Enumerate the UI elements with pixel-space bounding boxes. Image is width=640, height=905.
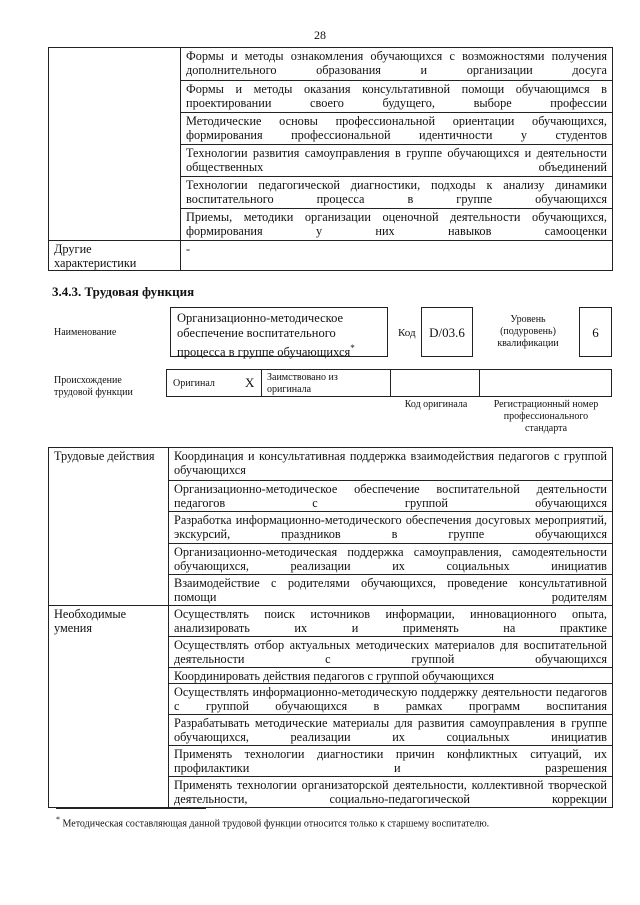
level-box [579,307,612,357]
function-name-box [170,307,388,360]
page-number: 28 [314,28,326,42]
footnote [56,815,489,829]
skill-row: Осуществлять информационно-методическую поддержку деятельности педагогов с группой обучающихся в рамках программ воспитания [169,684,613,715]
original-code-box [390,369,480,397]
level-label: Уровень (подуровень) квалификации [497,314,559,349]
original-code-caption: Код оригинала [404,399,468,410]
knowledge-row: Методические основы профессиональной ориентации обучающихся, формирования профессиональной идентичности у студентов [181,113,613,145]
knowledge-label-cell [49,48,181,241]
name-label: Наименование [54,327,117,338]
original-label: Оригинал [173,378,215,389]
knowledge-row: Формы и методы оказания консультативной помощи обучающимся в проектировании своего будущего, выборе профессии [181,81,613,113]
footnote-mark: * [350,343,355,353]
original-mark: X [245,375,255,390]
skill-row: Применять технологии организаторской деятельности, коллективной творческой деятельности, социально-педагогической коррекции [169,777,613,808]
reg-number-caption: Регистрационный номер профессионального стандарта [493,399,599,434]
footnote-divider [56,808,206,809]
borrowed-label: Заимствовано из оригинала [267,372,338,395]
skill-row: Разрабатывать методические материалы для развития самоуправления в группе обучающихся, реализации их социальных инициатив [169,715,613,746]
level-value: 6 [592,325,599,340]
origin-borrowed-box [261,369,391,397]
code-value: D/03.6 [429,325,465,340]
labor-action-row: Взаимодействие с родителями обучающихся, проведение консультативной помощи родителям [169,575,613,606]
labor-action-row: Координация и консультативная поддержка взаимодействия педагогов с группой обучающихся [169,448,613,481]
knowledge-row: Формы и методы ознакомления обучающихся с возможностями получения дополнительного образования и организации досуга [181,48,613,81]
function-table [48,447,613,808]
footnote-text: Методическая составляющая данной трудовой функции относится только к старшему воспитателю. [62,818,490,830]
skill-row: Координировать действия педагогов с группой обучающихся [169,668,613,684]
code-label: Код [398,327,416,339]
origin-original-box [166,369,262,397]
skill-row: Применять технологии диагностики причин конфликтных ситуаций, их профилактики и разрешения [169,746,613,777]
knowledge-row: Технологии педагогической диагностики, подходы к анализу динамики воспитательного процесса в группе обучающихся [181,177,613,209]
footnote-mark: * [56,815,60,824]
knowledge-row: Приемы, методики организации оценочной деятельности обучающихся, формирования у них навыков самооценки [181,209,613,241]
function-name: Организационно-методическое обеспечение воспитательного процесса в группе обучающихся [177,311,351,360]
section-title: 3.4.3. Трудовая функция [52,284,195,299]
labor-action-row: Организационно-методическая поддержка самоуправления, самодеятельности обучающихся, реализации их социальных инициатив [169,544,613,575]
required-skills-label: Необходимые умения [49,606,169,808]
other-characteristics-label: Другие характеристики [49,241,181,271]
reg-number-box [479,369,612,397]
labor-action-row: Разработка информационно-методического обеспечения досуговых мероприятий, экскурсий, праздников в группе обучающихся [169,512,613,544]
labor-action-row: Организационно-методическое обеспечение воспитательной деятельности педагогов с группой обучающихся [169,481,613,512]
knowledge-row: Технологии развития самоуправления в группе обучающихся и деятельности общественных объединений [181,145,613,177]
skill-row: Осуществлять отбор актуальных методических материалов для воспитательной деятельности с группой обучающихся [169,637,613,668]
skill-row: Осуществлять поиск источников информации, инновационного опыта, анализировать их и применять на практике [169,606,613,637]
knowledge-table [48,47,613,271]
labor-actions-label: Трудовые действия [49,448,169,606]
origin-label: Происхождение трудовой функции [54,375,133,398]
other-characteristics-value: - [181,241,613,271]
code-box [421,307,473,357]
